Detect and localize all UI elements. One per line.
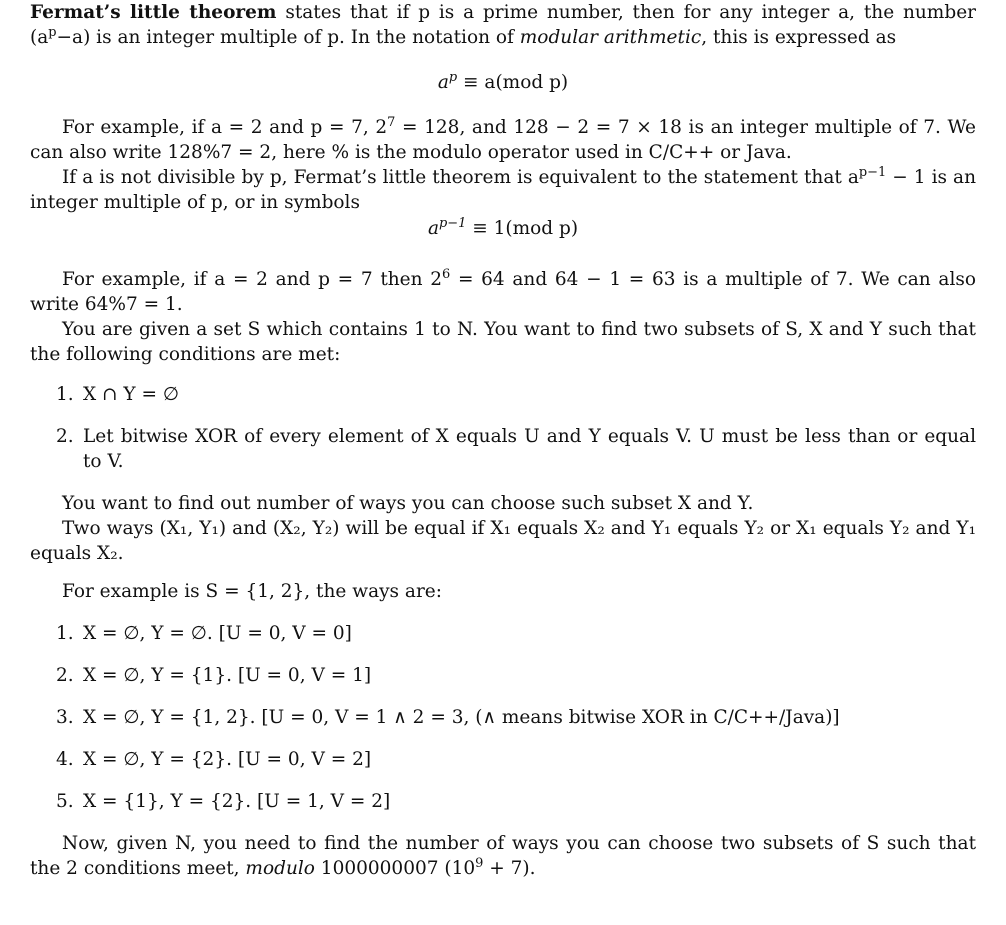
modulo-term: modulo — [245, 858, 315, 879]
example-1-paragraph: For example, if a = 2 and p = 7, $2^7 = 128$, and 128 − 2 = 7 × 18 is an integer multiple of 7. We can also write 128%7 = 2, here % is the modulo operator used in C/C++ or Java. — [30, 114, 976, 163]
want-paragraph: You want to find out number of ways you can choose such subset X and Y. — [62, 493, 754, 514]
equation-1: $a^p \equiv a(mod$ p) — [437, 69, 569, 93]
modular-arithmetic-term: modular arithmetic — [519, 27, 702, 48]
theorem-term: Fermat’s little theorem — [30, 2, 277, 23]
list-item: 5. X = {1}, Y = {2}. [U = 1, V = 2] — [56, 791, 391, 812]
task-paragraph: You are given a set S which contains 1 to N. You want to find two subsets of S, X and Y such that the following conditions are met: — [30, 319, 976, 365]
intro-paragraph — [30, 0, 976, 50]
final-paragraph: Now, given N, you need to find the number of ways you can choose two subsets of S such that the 2 conditions meet, modulo 1000000007 $(10^9 + 7)$. — [30, 833, 976, 879]
intro-text-1: states that if p is a prime number, then for any integer a, the number (a — [30, 2, 976, 48]
example-2-paragraph: For example, if a = 2 and p = 7 then $2^6 = 64$ and 64 − 1 = 63 is a multiple of 7. We can also write 64%7 = 1. — [30, 266, 976, 315]
equation-2: $a^{p-1} \equiv 1(mod$ p) — [427, 215, 579, 239]
list-item: 4. X = ∅, Y = {2}. [U = 0, V = 2] — [56, 749, 372, 770]
list-item: 1. X ∩ Y = ∅ — [56, 384, 180, 405]
intro-exponent: p — [48, 24, 57, 40]
list-item: 1. X = ∅, Y = ∅. [U = 0, V = 0] — [56, 623, 352, 644]
list-item: 2. Let bitwise XOR of every element of X equals U and Y equals V. U must be less than or equal to V. — [56, 426, 976, 472]
list-item: 3. X = ∅, Y = {1, 2}. [U = 0, V = 1 ∧ 2 = 3, (∧ means bitwise XOR in C/C++/Java)] — [56, 707, 840, 728]
conditions-list — [30, 382, 976, 474]
intro-text-3: , this is expressed as — [701, 27, 897, 48]
list-item: 2. X = ∅, Y = {1}. [U = 0, V = 1] — [56, 665, 372, 686]
intro-text-2: −a) is an integer multiple of p. In the notation of — [56, 27, 520, 48]
statement-2-paragraph: If a is not divisible by p, Fermat’s little theorem is equivalent to the statement that $a^{p-1} - 1$ is an integer multiple of p, or in symbols — [30, 164, 977, 213]
equality-paragraph: Two ways (X₁, Y₁) and (X₂, Y₂) will be equal if X₁ equals X₂ and Y₁ equals Y₂ or X₁ equals Y₂ and Y₁ equals X₂. — [30, 518, 976, 564]
problem-statement — [30, 0, 976, 881]
ways-list — [30, 621, 976, 814]
example-3-intro: For example is S = {1, 2}, the ways are: — [62, 581, 442, 602]
